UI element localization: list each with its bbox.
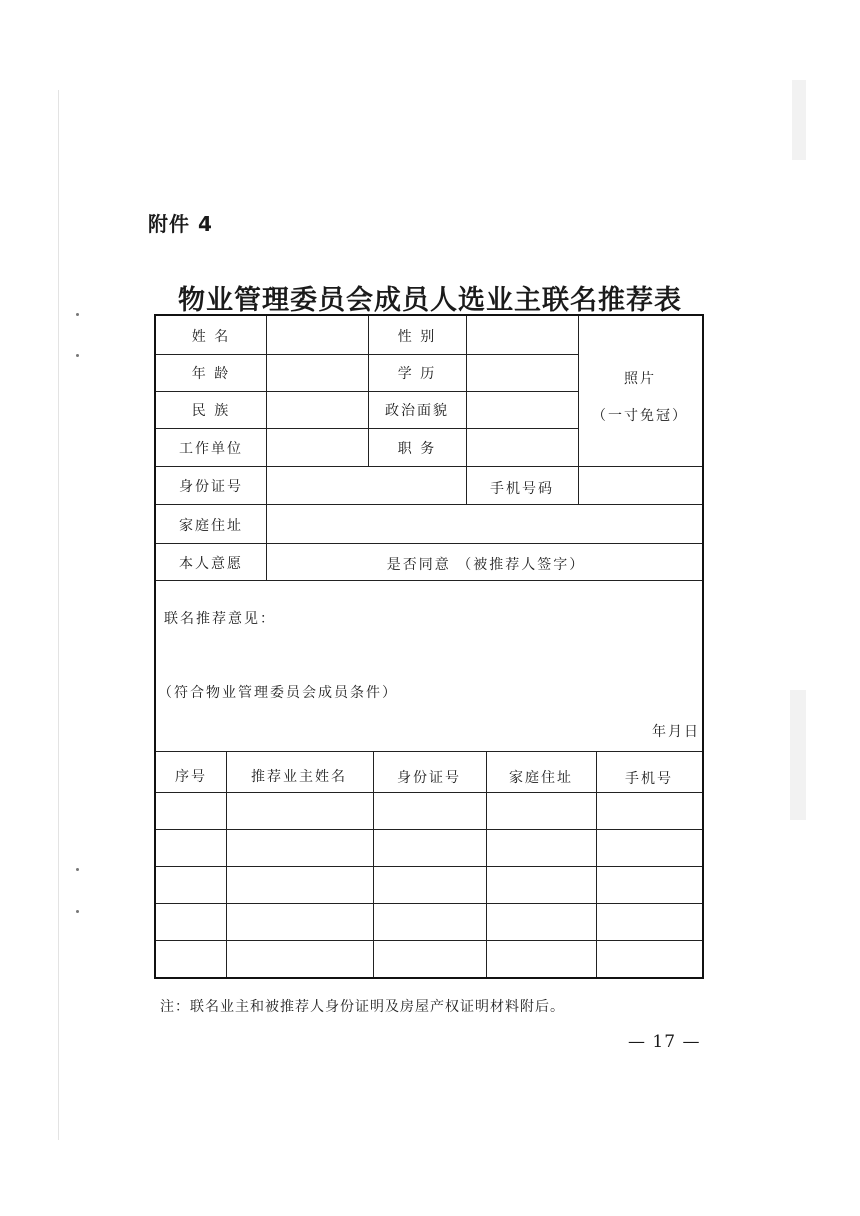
table-row (156, 866, 702, 903)
label-willingness: 本人意愿 (179, 556, 243, 572)
table-header-id-number: 身份证号 (397, 770, 461, 786)
label-id-number: 身份证号 (179, 479, 243, 495)
scan-dot (76, 313, 79, 316)
label-gender: 性 别 (397, 329, 437, 345)
form-title: 物业管理委员会成员人选业主联名推荐表 (178, 285, 682, 316)
attachment-label: 附件 4 (148, 212, 213, 236)
photo-label: 照片 (624, 371, 656, 387)
table-header-index: 序号 (175, 769, 207, 785)
label-workplace: 工作单位 (179, 441, 243, 457)
photo-note: （一寸免冠） (592, 408, 688, 424)
scan-dot (76, 910, 79, 913)
label-education: 学 历 (397, 366, 437, 382)
table-header-phone: 手机号 (625, 771, 673, 787)
label-political-status: 政治面貌 (385, 403, 449, 419)
footer-note: 注：联名业主和被推荐人身份证明及房屋产权证明材料附后。 (160, 999, 565, 1015)
scan-dot (76, 354, 79, 357)
label-home-address: 家庭住址 (179, 518, 243, 534)
recommendation-date: 年月日 (652, 724, 700, 740)
table-row (156, 829, 702, 866)
table-header-home-address: 家庭住址 (509, 770, 573, 786)
scan-artifact (790, 690, 806, 820)
label-name: 姓 名 (191, 329, 231, 345)
willingness-text: 是否同意 （被推荐人签字） (386, 557, 586, 573)
recommendation-heading: 联名推荐意见： (164, 611, 276, 627)
table-header-owner-name: 推荐业主姓名 (251, 769, 347, 785)
table-row (156, 940, 702, 977)
label-position: 职 务 (397, 441, 437, 457)
scan-dot (76, 868, 79, 871)
scan-artifact (792, 80, 806, 160)
scan-margin-line (58, 90, 59, 1140)
recommendation-form (154, 314, 704, 979)
label-ethnicity: 民 族 (191, 403, 231, 419)
table-row (156, 792, 702, 829)
table-row (156, 903, 702, 940)
recommendation-condition: （符合物业管理委员会成员条件） (158, 685, 398, 701)
page-number: — 17 — (628, 1032, 701, 1052)
label-age: 年 龄 (191, 366, 231, 382)
label-phone: 手机号码 (490, 481, 554, 497)
